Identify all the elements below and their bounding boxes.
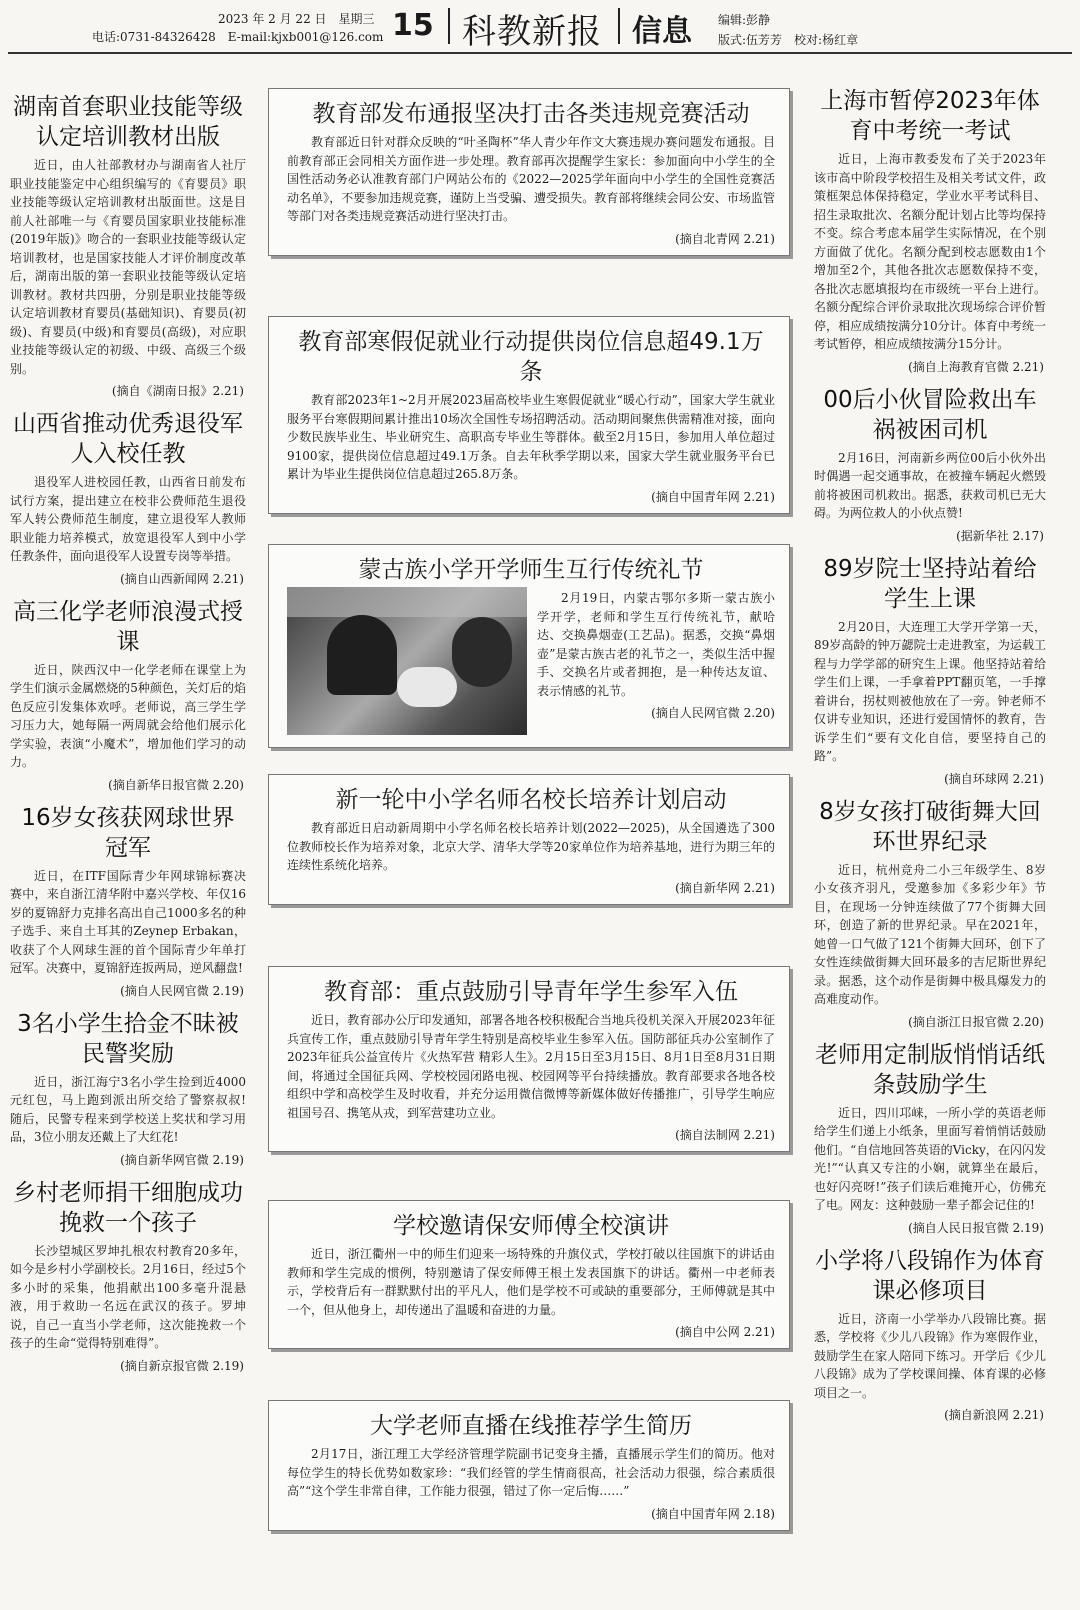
- article-source: (摘自北青网 2.21): [675, 231, 775, 246]
- boxed-article: [268, 316, 790, 514]
- article-source: (摘自法制网 2.21): [675, 1128, 775, 1142]
- article-source: (摘自《湖南日报》2.21): [111, 384, 244, 398]
- article-title: 3名小学生拾金不昧被民警奖励: [17, 1010, 239, 1067]
- article-body: 近日，浙江衢州一中的师生们迎来一场特殊的升旗仪式，学校打破以往国旗下的讲话由教师和学生完成的惯例，特别邀请了保安师傅王根土发表国旗下的讲话。衢州一中老师表示，学校背后有一群默默付出的平凡人，他们是学校不可或缺的重要部分，王师傅就是其中一个，但从他身上，却传递出了温暖和奋进的力量。: [287, 1247, 775, 1317]
- article-source: (摘自人民网官微 2.20): [651, 706, 775, 720]
- article-title: 教育部发布通报坚决打击各类违规竞赛活动: [312, 101, 750, 127]
- article-body: 长沙望城区罗坤扎根农村教育20多年，如今是乡村小学副校长。2月16日，经过5个多小时的采集，他捐献出100多毫升混悬液，用于救助一名远在武汉的孩子。罗坤说，自己一直当小学老师，这次能挽救一个孩子的生命“觉得特别难得”。: [10, 1243, 246, 1350]
- article-source: (摘自新华网 2.21): [675, 880, 775, 895]
- contact-info: 电话:0731-84326428 E-mail:kjxb001@126.com: [92, 30, 384, 44]
- article-body: 教育部近日针对群众反映的“叶圣陶杯”华人青少年作文大赛违规办赛问题发布通报。目前教育部正会同相关方面作进一步处理。教育部再次提醒学生家长：参加面向中小学生的全国性活动务必认准教育部门户网站公布的《2022—2025学年面向中小学生的全国性竞赛活动名单》，不要参加违规竞赛，谨防上当受骗、遭受损失。教育部将继续会同公安、市场监管等部门对各类违规竞赛活动进行坚决打击。: [287, 135, 775, 223]
- article-body: 近日，陕西汉中一化学老师在课堂上为学生们演示金属燃烧的5种颜色，关灯后的焰色反应引发集体欢呼。老师说，高三学生学习压力大，她每隔一两周就会给他们展示化学实验，表演“小魔术”，增加他们学习的动力。: [10, 662, 246, 769]
- boxed-article: [268, 88, 790, 256]
- issue-date: 2023 年 2 月 22 日 星期三: [218, 12, 375, 26]
- article: [814, 385, 1046, 544]
- article-body: 2月17日，浙江理工大学经济管理学院副书记变身主播，直播展示学生们的简历。他对每位学生的特长优势如数家珍：“我们经管的学生情商很高，社会活动力很强，综合素质很高”“这个学生非常自律，工作能力很强，错过了你一定后悔……”: [287, 1447, 775, 1498]
- boxed-article: [268, 1400, 790, 1531]
- article: [10, 1009, 246, 1168]
- article-source: (摘自新浪网 2.21): [944, 1408, 1044, 1422]
- article-body: 教育部近日启动新周期中小学名师名校长培养计划(2022—2025)，从全国遴选了300位教师校长作为培养对象，北京大学、清华大学等20家单位作为培养基地，进行为期三年的连续性系统化培养。: [287, 821, 775, 872]
- boxed-article: [268, 774, 790, 905]
- news-photo: [287, 587, 527, 735]
- boxed-article: [268, 1200, 790, 1349]
- article-source: (摘自山西新闻网 2.21): [120, 571, 244, 586]
- section-name: 信息: [632, 14, 692, 49]
- article-title: 湖南首套职业技能等级认定培训教材出版: [13, 94, 243, 150]
- article-source: (摘自人民网官微 2.19): [120, 983, 244, 998]
- article: [814, 1040, 1046, 1236]
- article-source: (摘自环球网 2.21): [944, 771, 1044, 786]
- editor-line: 编辑:彭静: [718, 13, 771, 27]
- article-title: 00后小伙冒险救出车祸被困司机: [823, 386, 1037, 443]
- article-title: 新一轮中小学名师名校长培养计划启动: [335, 787, 727, 813]
- article-body: 近日，教育部办公厅印发通知，部署各地各校积极配合当地兵役机关深入开展2023年征兵宣传工作，重点鼓励引导青年学生特别是高校毕业生参军入伍。国防部征兵办公室制作了2023年征兵公益宣传片《火热军营 精彩人生》。2月15日至3月15日、8月1日至8月31日期间，将通过全国征兵网、学校校园闭路电视、校园网等平台持续播放。教育部要求各地各校组织中学和高校学生及时收看，并充分运用微信微博等新媒体做好传播推广，引导学生响应祖国号召、携笔从戎，到军营建功立业。: [287, 1013, 775, 1120]
- article: [10, 1178, 246, 1374]
- article-source: (摘自浙江日报官微 2.20): [908, 1014, 1044, 1029]
- page-number: 15: [392, 8, 434, 43]
- masthead: [0, 0, 1080, 52]
- header-divider: [448, 8, 450, 44]
- article-body: 近日，浙江海宁3名小学生捡到近4000元红包，马上跑到派出所交给了警察叔叔! 随后，民警专程来到学校送上奖状和学习用品，3位小朋友还戴上了大红花!: [10, 1074, 246, 1144]
- article-body: 近日，上海市教委发布了关于2023年该市高中阶段学校招生及相关考试文件，政策框架总体保持稳定，学业水平考试科目、招生录取批次、名额分配计划占比等均保持不变。综合考虑本届学生实际情况，在个别方面做了优化。名额分配到校志愿数由1个增加至2个，其他各批次志愿数保持不变，各批次志愿填报均在市级统一平台上进行。名额分配综合评价录取批次现场综合评价暂停，相应成绩按满分10分计。体育中考统一考试暂停，相应成绩按满分15分计。: [814, 152, 1046, 351]
- article-source: (摘自中公网 2.21): [675, 1325, 775, 1339]
- article: [10, 92, 246, 399]
- header-divider: [618, 8, 620, 44]
- editor-credits: [718, 10, 858, 50]
- boxed-article: [268, 966, 790, 1152]
- article-body: 教育部2023年1~2月开展2023届高校毕业生寒假促就业“暖心行动”，国家大学生就业服务平台寒假期间累计推出10场次全国性专场招聘活动。活动期间聚焦供需精准对接，面向少数民族毕业生、毕业研究生、高职高专毕业生等群体。截至2月15日，参加用人单位超过9100家，提供岗位信息超过49.1万条。自去年秋季学期以来，国家大学生就业服务平台已累计为毕业生提供岗位信息超过265.8万条。: [287, 393, 775, 481]
- article-source: (据新华社 2.17): [956, 528, 1044, 543]
- article-title: 高三化学老师浪漫式授课: [13, 598, 243, 655]
- article-title: 山西省推动优秀退役军人入校任教: [13, 411, 243, 467]
- article-title: 蒙古族小学开学师生互行传统礼节: [358, 557, 704, 583]
- boxed-article: [268, 544, 790, 748]
- article-source: (摘自新华网官微 2.19): [120, 1152, 244, 1167]
- article-source: (摘自中国青年网 2.18): [651, 1506, 775, 1521]
- article-body: 近日，在ITF国际青少年网球锦标赛决赛中，来自浙江清华附中嘉兴学校、年仅16岁的夏锦舒力克排名高出自己1000多名的种子选手、来自土耳其的Zeynep Erbakan，收获了个人网球生涯的首个国际青少年单打冠军。决赛中，夏锦舒连扳两局，逆风翻盘!: [10, 868, 246, 975]
- article: [10, 597, 246, 793]
- article: [814, 1246, 1046, 1424]
- article-source: (摘自中国青年网 2.21): [651, 489, 775, 504]
- article-body: 2月20日，大连理工大学开学第一天，89岁高龄的钟万勰院士走进教室，为运载工程与力学学部的研究生上课。他坚持站着给学生们上课，一手拿着PPT翻页笔，一手撑着讲台，拐杖则被他放在了一旁。钟老师不仅讲专业知识，还进行爱国情怀的教育，告诉学生们“要有文化自信，要坚持自己的路”。: [814, 619, 1046, 763]
- article-title: 教育部：重点鼓励引导青年学生参军入伍: [324, 979, 738, 1005]
- article-title: 8岁女孩打破街舞大回环世界纪录: [819, 798, 1041, 855]
- article-title: 89岁院士坚持站着给学生上课: [823, 555, 1037, 612]
- newspaper-name: 科教新报: [462, 12, 602, 52]
- article-source: (摘自新京报官微 2.19): [120, 1358, 244, 1373]
- article: [10, 803, 246, 999]
- article-title: 乡村老师捐干细胞成功挽救一个孩子: [13, 1179, 243, 1236]
- article-title: 小学将八段锦作为体育课必修项目: [815, 1247, 1045, 1304]
- editor-line: 版式:伍芳芳 校对:杨红章: [718, 33, 859, 47]
- article-body: 近日，济南一小学举办八段锦比赛。据悉，学校将《少儿八段锦》作为寒假作业，鼓励学生在家人陪同下练习。开学后《少儿八段锦》成为了学校课间操、体育课的必修项目之一。: [814, 1311, 1046, 1400]
- article-title: 大学老师直播在线推荐学生简历: [370, 1413, 692, 1439]
- article-title: 老师用定制版悄悄话纸条鼓励学生: [815, 1041, 1045, 1098]
- article: [814, 554, 1046, 787]
- article: [814, 797, 1046, 1030]
- header-rule: [8, 52, 1072, 54]
- article-body: 近日，杭州竞舟二小三年级学生、8岁小女孩齐羽凡，受邀参加《多彩少年》节目，在现场一分钟连续做了77个街舞大回环，创造了新的世界纪录。早在2021年，她曾一口气做了121个街舞大回环，创下了女性连续做街舞大回环最多的吉尼斯世界纪录。据悉，这个动作是街舞中极具爆发力的高难度动作。: [814, 862, 1046, 1006]
- article-source: (摘自新华日报官微 2.20): [108, 777, 244, 792]
- article-title: 教育部寒假促就业行动提供岗位信息超49.1万条: [298, 329, 764, 385]
- article-body: 近日，由人社部教材办与湖南省人社厅职业技能鉴定中心组织编写的《育婴员》职业技能等级认定培训教材出版面世。这是目前人社部唯一与《育婴员国家职业技能标准(2019年版)》吻合的一套职业技能等级认定培训教材，也是国家技能人才评价制度改革后，湖南出版的第一套职业技能等级认定培训教材。教材共四册，分别是职业技能等级认定培训教材育婴员(基础知识)、育婴员(初级)、育婴员(中级)和育婴员(高级)，对应职业技能等级认定的初级、中级、高级三个级别。: [10, 158, 246, 376]
- article: [10, 409, 246, 587]
- article-body: 近日，四川邛崃，一所小学的英语老师给学生们递上小纸条，里面写着悄悄话鼓励他们。“自信地回答英语的Vicky，在闪闪发光!”“认真又专注的小娴，就算坐在最后，也好闪亮呀!”孩子们读后难掩开心，仿佛充了电。网友：这种鼓励一辈子都会记住的!: [814, 1105, 1046, 1212]
- article-body: 退役军人进校园任教，山西省日前发布试行方案，提出建立在校非公费师范生退役军人转公费师范生制度，建立退役军人教师职业能力培养模式，放宽退役军人到中小学任教条件，面向退役军人设置专岗等举措。: [10, 475, 246, 563]
- right-column: [814, 86, 1046, 1433]
- article-source: (摘自上海教育官微 2.21): [908, 359, 1044, 374]
- left-column: [10, 92, 246, 1384]
- article: [814, 86, 1046, 375]
- article-title: 上海市暂停2023年体育中考统一考试: [820, 88, 1040, 144]
- article-source: (摘自人民日报官微 2.19): [908, 1220, 1044, 1235]
- article-title: 16岁女孩获网球世界冠军: [21, 804, 235, 861]
- article-body: 2月19日，内蒙古鄂尔多斯一蒙古族小学开学，老师和学生互行传统礼节，献哈达、交换鼻烟壶(工艺品)。据悉，交换“鼻烟壶”是蒙古族古老的礼节之一，类似生活中握手、交换名片或者拥抱，是一种传达友谊、表示情感的礼节。: [537, 591, 775, 698]
- article-title: 学校邀请保安师傅全校演讲: [393, 1213, 669, 1239]
- article-body: 2月16日，河南新乡两位00后小伙外出时偶遇一起交通事故，在被撞车辆起火燃毁前将被困司机救出。据悉，获救司机已无大碍。为两位救人的小伙点赞!: [814, 450, 1046, 520]
